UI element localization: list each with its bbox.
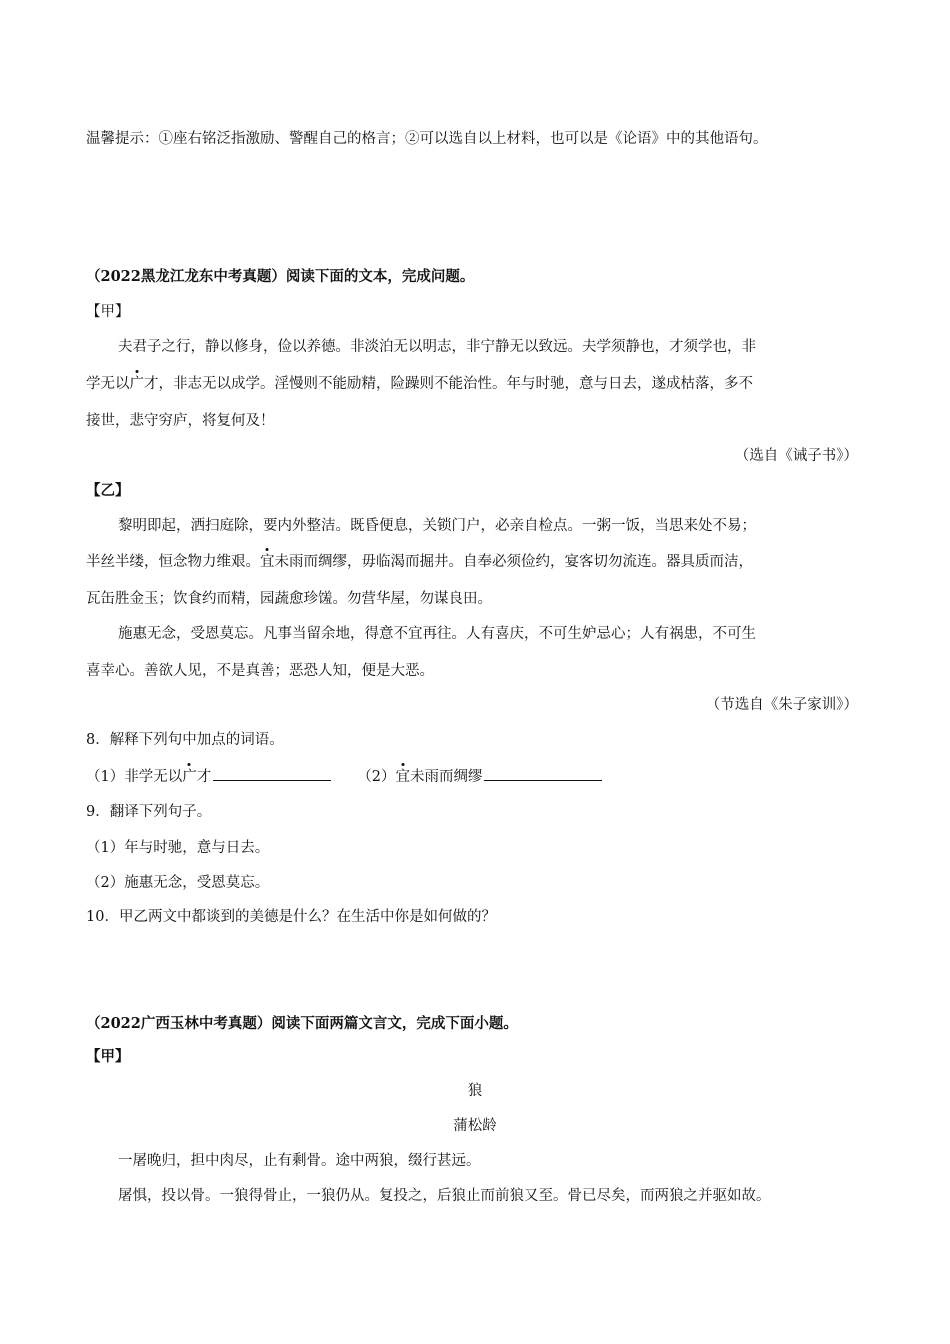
section1-yi-label: 【乙】 — [86, 482, 130, 499]
yi-line-1: 黎明即起，洒扫庭除，要内外整洁。既昏便息，关锁门户，必亲自检点。一粥一饭，当思来处不易； — [118, 518, 756, 534]
question-9: 9．翻译下列句子。 — [86, 804, 212, 820]
tip-text: 温馨提示：①座右铭泛指激励、警醒自己的格言；②可以选自以上材料，也可以是《论语》中的其他语句。 — [86, 131, 768, 147]
yi-source: （节选自《朱子家训》） — [705, 697, 858, 713]
question-8: 8．解释下列句中加点的词语。 — [86, 732, 284, 748]
question-10: 10．甲乙两文中都谈到的美德是什么？在生活中你是如何做的？ — [86, 909, 496, 925]
section2-heading: （2022广西玉林中考真题）阅读下面两篇文言文，完成下面小题。 — [86, 1015, 518, 1032]
jia-line-2: 学无以广才，非志无以成学。淫慢则不能励精，险躁则不能治性。年与时驰，意与日去，遂成枯落，多不 — [86, 376, 753, 392]
wolf-para-1: 一屠晚归，担中肉尽，止有剩骨。途中两狼，缀行甚远。 — [118, 1153, 481, 1169]
answer-blank-2[interactable] — [484, 766, 602, 781]
yi-line-4: 施惠无念，受恩莫忘。凡事当留余地，得意不宜再往。人有喜庆，不可生妒忌心；人有祸患，不可生 — [118, 626, 756, 642]
poem-author: 蒲松龄 — [453, 1118, 497, 1134]
poem-title: 狼 — [467, 1083, 483, 1099]
emphasis-dot-yi-q: 宜 — [395, 769, 410, 785]
yi-line-2: 半丝半缕，恒念物力维艰。宜未雨而绸缪，毋临渴而掘井。自奉必须俭约，宴客切勿流连。器具质而洁， — [86, 554, 753, 570]
question-8-items: （1）非学无以广才 （2）宜未雨而绸缪 — [86, 766, 602, 787]
section1-jia-label: 【甲】 — [86, 304, 130, 320]
emphasis-dot-guang: 广 — [129, 376, 144, 392]
answer-blank-1[interactable] — [213, 766, 331, 781]
emphasis-dot-guang-q: 广 — [182, 769, 197, 785]
jia-line-1: 夫君子之行，静以修身，俭以养德。非淡泊无以明志，非宁静无以致远。夫学须静也，才须学也，非 — [118, 339, 756, 355]
yi-line-3: 瓦缶胜金玉；饮食约而精，园蔬愈珍馐。勿营华屋，勿谋良田。 — [86, 591, 492, 607]
jia-source: （选自《诫子书》） — [734, 448, 858, 464]
section1-heading: （2022黑龙江龙东中考真题）阅读下面的文本，完成问题。 — [86, 268, 475, 285]
emphasis-dot-yi: 宜 — [260, 554, 275, 570]
section2-jia-label: 【甲】 — [86, 1048, 130, 1065]
wolf-para-2: 屠惧，投以骨。一狼得骨止，一狼仍从。复投之，后狼止而前狼又至。骨已尽矣，而两狼之并驱如故。 — [118, 1188, 771, 1204]
yi-line-5: 喜幸心。善欲人见，不是真善；恶恐人知，便是大恶。 — [86, 663, 434, 679]
question-9-1: （1）年与时驰，意与日去。 — [86, 840, 270, 856]
jia-line-3: 接世，悲守穷庐，将复何及！ — [86, 413, 275, 429]
question-9-2: （2）施惠无念，受恩莫忘。 — [86, 875, 270, 891]
